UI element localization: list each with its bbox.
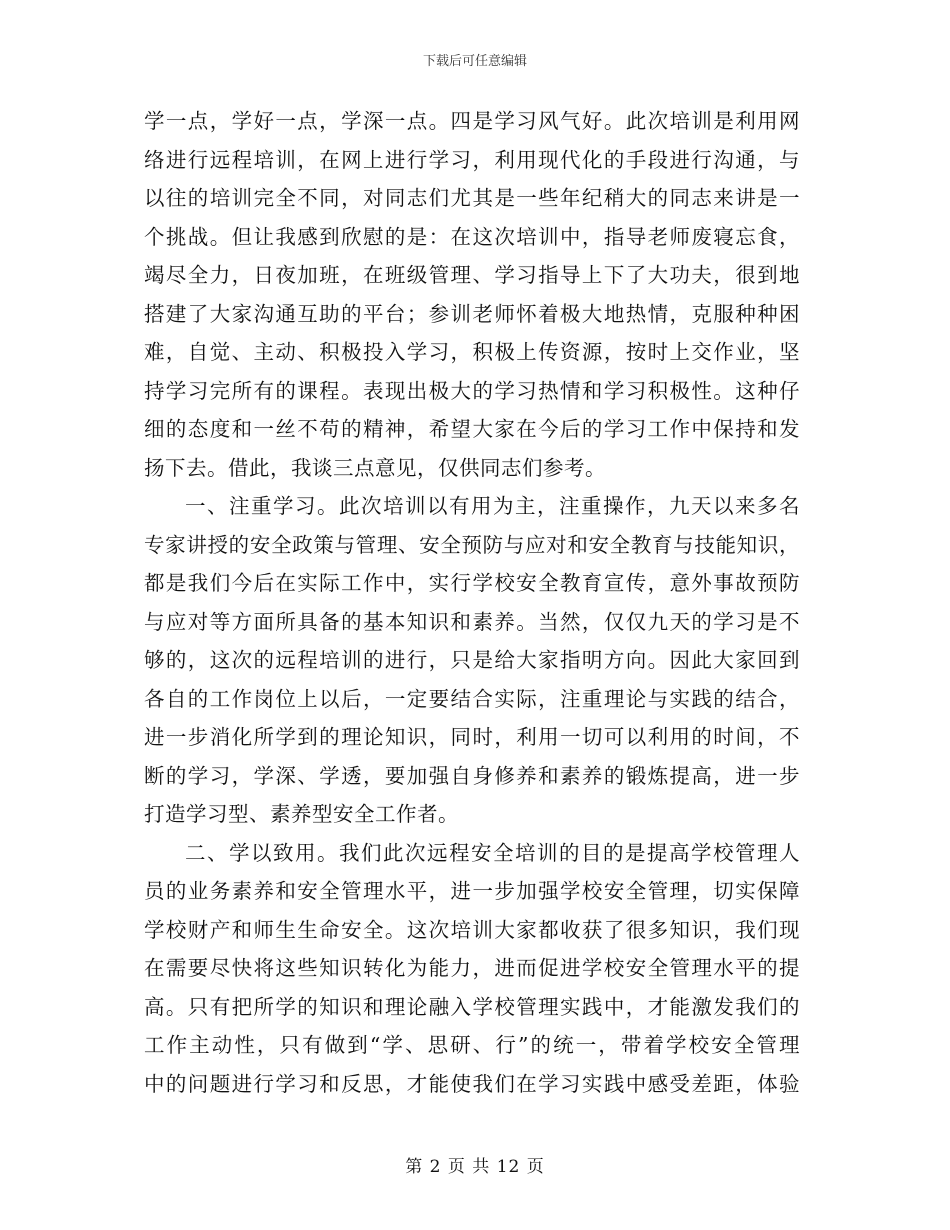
text-line: 都是我们今后在实际工作中，实行学校安全教育宣传，意外事故预防 (144, 571, 800, 595)
text-line: 搭建了大家沟通互助的平台；参训老师怀着极大地热情，克服种种困 (144, 301, 800, 326)
page-number-footer: 第 2 页 共 12 页 (405, 1157, 545, 1177)
text-line: 员的业务素养和安全管理水平，进一步加强学校安全管理，切实保障 (144, 879, 800, 903)
text-line: 学校财产和师生生命安全。这次培训大家都收获了很多知识，我们现 (144, 917, 800, 942)
text-line: 断的学习，学深、学透，要加强自身修养和素养的锻炼提高，进一步 (144, 763, 800, 788)
text-line: 进一步消化所学到的理论知识，同时，利用一切可以利用的时间，不 (144, 725, 800, 749)
section-heading-line: 二、学以致用。我们此次远程安全培训的目的是提高学校管理人 (185, 840, 800, 865)
document-body (144, 102, 800, 1103)
text-line: 持学习完所有的课程。表现出极大的学习热情和学习积极性。这种仔 (144, 378, 800, 403)
text-line: 难，自觉、主动、积极投入学习，积极上传资源，按时上交作业，坚 (144, 340, 800, 364)
section-heading-line: 一、注重学习。此次培训以有用为主，注重操作，九天以来多名 (185, 494, 800, 518)
page-header: 下载后可任意编辑 (422, 54, 527, 69)
text-line: 中的问题进行学习和反思，才能使我们在学习实践中感受差距，体验 (144, 1071, 800, 1096)
text-line: 以往的培训完全不同，对同志们尤其是一些年纪稍大的同志来讲是一 (144, 186, 800, 210)
text-line: 个挑战。但让我感到欣慰的是：在这次培训中，指导老师废寝忘食， (144, 224, 800, 249)
text-line: 够的，这次的远程培训的进行，只是给大家指明方向。因此大家回到 (144, 648, 800, 672)
text-line: 高。只有把所学的知识和理论融入学校管理实践中，才能激发我们的 (144, 994, 800, 1019)
text-line: 竭尽全力，日夜加班，在班级管理、学习指导上下了大功夫，很到地 (144, 263, 800, 287)
text-line: 各自的工作岗位上以后，一定要结合实际，注重理论与实践的结合， (144, 686, 800, 711)
text-line: 专家讲授的安全政策与管理、安全预防与应对和安全教育与技能知识， (144, 532, 800, 557)
text-line: 在需要尽快将这些知识转化为能力，进而促进学校安全管理水平的提 (144, 956, 800, 980)
text-line: 扬下去。借此，我谈三点意见，仅供同志们参考。 (144, 455, 606, 480)
text-line: 络进行远程培训，在网上进行学习，利用现代化的手段进行沟通，与 (144, 147, 800, 172)
text-line: 打造学习型、素养型安全工作者。 (144, 802, 459, 826)
text-line: 工作主动性，只有做到“学、思研、行”的统一，带着学校安全管理 (144, 1033, 800, 1057)
text-line: 学一点，学好一点，学深一点。四是学习风气好。此次培训是利用网 (144, 109, 800, 133)
text-line: 与应对等方面所具备的基本知识和素养。当然，仅仅九天的学习是不 (144, 609, 800, 634)
text-line: 细的态度和一丝不苟的精神，希望大家在今后的学习工作中保持和发 (144, 417, 800, 441)
